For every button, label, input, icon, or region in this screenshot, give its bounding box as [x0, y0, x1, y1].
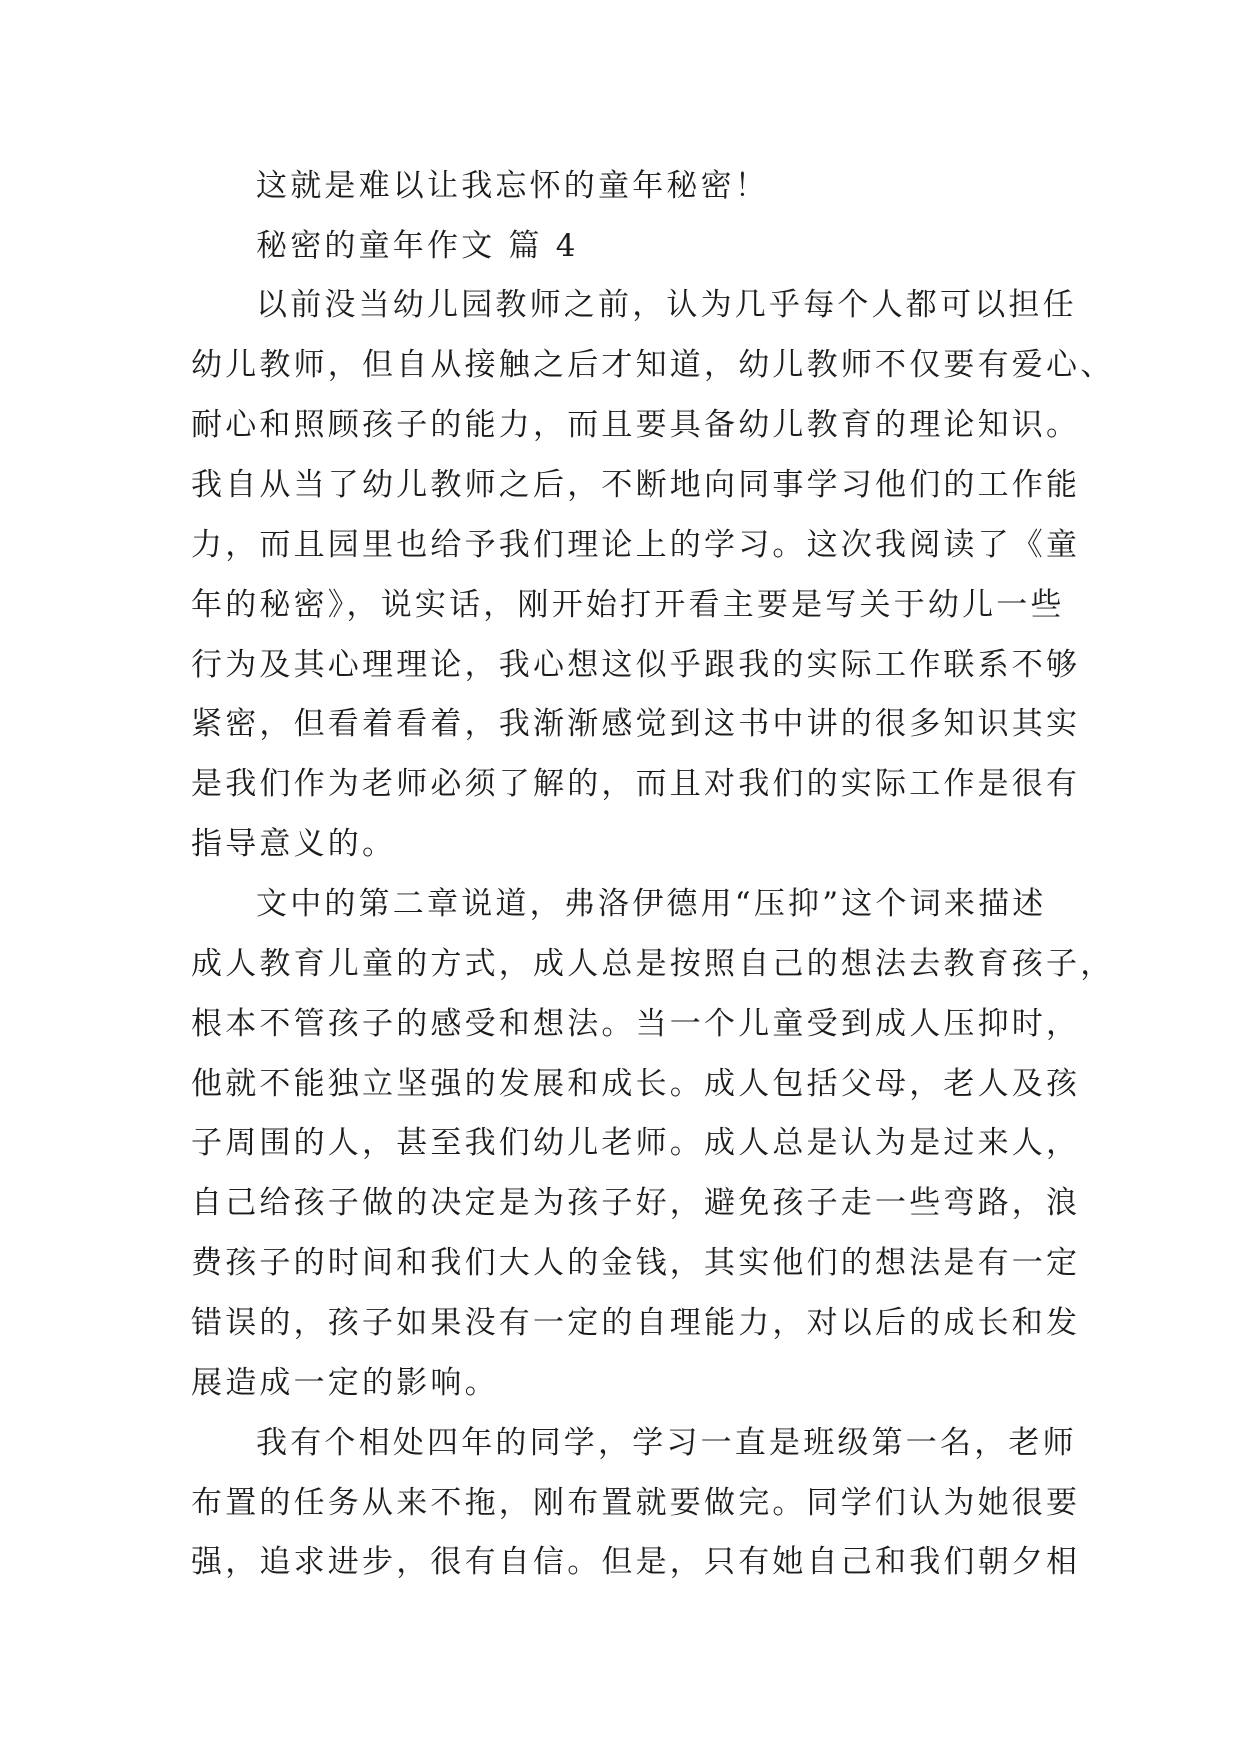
paragraph-line: 布置的任务从来不拖，刚布置就要做完。同学们认为她很要 — [191, 1485, 1081, 1521]
paragraph-line: 行为及其心理理论，我心想这似乎跟我的实际工作联系不够 — [191, 647, 1081, 683]
section-heading: 秘密的童年作文 篇 4 — [256, 228, 579, 264]
paragraph-line: 我自从当了幼儿教师之后，不断地向同事学习他们的工作能 — [191, 467, 1081, 503]
paragraph-line: 他就不能独立坚强的发展和成长。成人包括父母，老人及孩 — [191, 1066, 1081, 1102]
paragraph-line: 子周围的人，甚至我们幼儿老师。成人总是认为是过来人， — [191, 1125, 1081, 1161]
paragraph-line: 是我们作为老师必须了解的，而且对我们的实际工作是很有 — [191, 766, 1081, 802]
text-line: 这就是难以让我忘怀的童年秘密！ — [256, 168, 769, 204]
paragraph-line: 自己给孩子做的决定是为孩子好，避免孩子走一些弯路，浪 — [191, 1185, 1081, 1221]
paragraph-line: 指导意义的。 — [191, 826, 397, 862]
paragraph-line: 我有个相处四年的同学，学习一直是班级第一名，老师 — [256, 1425, 1077, 1461]
paragraph-line: 展造成一定的影响。 — [191, 1365, 499, 1401]
paragraph-line: 力，而且园里也给予我们理论上的学习。这次我阅读了《童 — [191, 527, 1081, 563]
paragraph-line: 错误的，孩子如果没有一定的自理能力，对以后的成长和发 — [191, 1305, 1081, 1341]
paragraph-line: 根本不管孩子的感受和想法。当一个儿童受到成人压抑时， — [191, 1006, 1081, 1042]
paragraph-line: 费孩子的时间和我们大人的金钱，其实他们的想法是有一定 — [191, 1245, 1081, 1281]
paragraph-line: 紧密，但看着看着，我渐渐感觉到这书中讲的很多知识其实 — [191, 706, 1081, 742]
paragraph-line: 成人教育儿童的方式，成人总是按照自己的想法去教育孩子， — [191, 946, 1115, 982]
paragraph-line: 年的秘密》，说实话，刚开始打开看主要是写关于幼儿一些 — [191, 587, 1065, 623]
paragraph-line: 耐心和照顾孩子的能力，而且要具备幼儿教育的理论知识。 — [191, 407, 1081, 443]
paragraph-line: 幼儿教师，但自从接触之后才知道，幼儿教师不仅要有爱心、 — [191, 347, 1115, 383]
paragraph-line: 以前没当幼儿园教师之前，认为几乎每个人都可以担任 — [256, 287, 1077, 323]
paragraph-line: 文中的第二章说道，弗洛伊德用“压抑”这个词来描述 — [256, 886, 1047, 922]
paragraph-line: 强，追求进步，很有自信。但是，只有她自己和我们朝夕相 — [191, 1544, 1081, 1580]
